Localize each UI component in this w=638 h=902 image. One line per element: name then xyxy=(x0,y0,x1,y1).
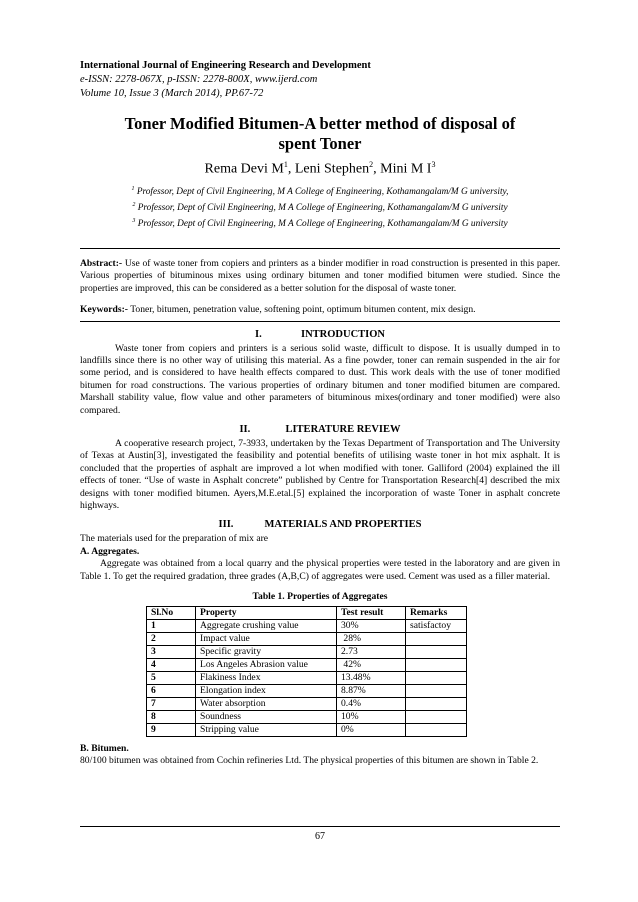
affiliation: $^2$ Professor, Dept of Civil Engineering, M A College of Engineering, Kothamangalam/M G university xyxy=(132,201,508,213)
aggregates-text: Aggregate was obtained from a local quarry and the physical properties were tested in the laboratory and are given in Table 1. To get the required gradation, three grades (A,B,C) of aggregates were used. Cement was used as a filler material. xyxy=(80,558,560,582)
journal-issn: e-ISSN: 2278-067X, p-ISSN: 2278-800X, www.ijerd.com xyxy=(80,74,318,85)
affiliation: $^1$ Professor, Dept of Civil Engineering, M A College of Engineering, Kothamangalam/M G university, xyxy=(131,185,509,197)
section-heading-materials: III. MATERIALS AND PROPERTIES xyxy=(218,519,422,531)
properties-table xyxy=(146,606,467,737)
paper-page xyxy=(80,59,560,768)
bitumen-text: 80/100 bitumen was obtained from Cochin refineries Ltd. The physical properties of this bitumen are shown in Table 2. xyxy=(80,755,539,767)
table-header-row: Sl.No Property Test result Remarks xyxy=(147,607,467,620)
page-number: 67 xyxy=(315,831,325,842)
table-row: 7 Water absorption 0.4% xyxy=(147,698,467,711)
table-row: 9 Stripping value 0% xyxy=(147,724,467,737)
literature-review-text: A cooperative research project, 7-3933, undertaken by the Texas Department of Transportation and The University of Texas at Austin[3], investigated the feasibility and potential benefits of utilising waste toner in hot mix asphalt. It is concluded that the properties of asphalt are improved a lot when modified with toner. Galliford (2004) explained the ill effects of toner. “Use of waste in Asphalt concrete” published by Centre for Transportation Research[4] described the mix designs with toner modified bitumen. Ayers,M.E.etal.[5] explained the incorporation of waste Toner in asphalt concrete highways. xyxy=(80,438,560,512)
keywords: Keywords:- Toner, bitumen, penetration value, softening point, optimum bitumen content, mix design. xyxy=(80,304,476,316)
table-row: 8 Soundness 10% xyxy=(147,711,467,724)
materials-intro: The materials used for the preparation of mix are xyxy=(80,533,269,545)
introduction-text: Waste toner from copiers and printers is a serious solid waste, difficult to dispose. It is usually dumped in to landfills since there is no other way of utilising this material. As a fine powder, toner can remain suspended in the air for some period, and is considered to have health effects compared to dust. This work deals with the use of toner modified bitumen for road constructions. The various properties of ordinary bitumen and toner modified bitumen are compared. Marshall stability value, flow value and other parameters of bituminous mixes(ordinary and toner modified) were also compared. xyxy=(80,342,560,416)
page-footer xyxy=(80,826,560,842)
author-name: Leni Stephen xyxy=(294,161,370,177)
author-name: Rema Devi M xyxy=(204,161,284,177)
paper-title: Toner Modified Bitumen-A better method of disposal of spent Toner xyxy=(124,114,516,153)
journal-title: International Journal of Engineering Research and Development xyxy=(80,60,371,71)
footer-divider xyxy=(80,826,560,827)
subheading-aggregates: A. Aggregates. xyxy=(80,545,140,557)
journal-header xyxy=(80,59,560,101)
divider xyxy=(80,248,560,249)
table-caption: Table 1. Properties of Aggregates xyxy=(252,591,388,603)
table-row: 3 Specific gravity 2.73 xyxy=(147,646,467,659)
table-row: 6 Elongation index 8.87% xyxy=(147,685,467,698)
table-row: 4 Los Angeles Abrasion value 42% xyxy=(147,659,467,672)
affiliations xyxy=(80,183,560,231)
author-name: Mini M I xyxy=(380,161,432,177)
affiliation: $^3$ Professor, Dept of Civil Engineering, M A College of Engineering, Kothamangalam/M G university xyxy=(132,217,508,229)
table-row: 5 Flakiness Index 13.48% xyxy=(147,672,467,685)
section-heading-introduction: I. INTRODUCTION xyxy=(254,328,385,340)
journal-volume: Volume 10, Issue 3 (March 2014), PP.67-72 xyxy=(80,88,264,99)
subheading-bitumen: B. Bitumen. xyxy=(80,743,129,755)
section-heading-literature-review: II. LITERATURE REVIEW xyxy=(239,424,401,435)
table-row: 1 Aggregate crushing value 30% satisfactoy xyxy=(147,620,467,633)
abstract: Abstract:- Use of waste toner from copiers and printers as a binder modifier in road construction is presented in this paper. Various properties of bituminous mixes using ordinary bitumen and toner modified bitumen were studied. Since the properties are improved, this can be considered as a better solution for the disposal of waste toner. xyxy=(80,257,560,294)
table-row: 2 Impact value 28% xyxy=(147,633,467,646)
divider xyxy=(80,321,560,322)
author-list: Rema Devi $M^1$, Leni Stephen$^2$, Mini M $I^3$ xyxy=(204,160,436,177)
